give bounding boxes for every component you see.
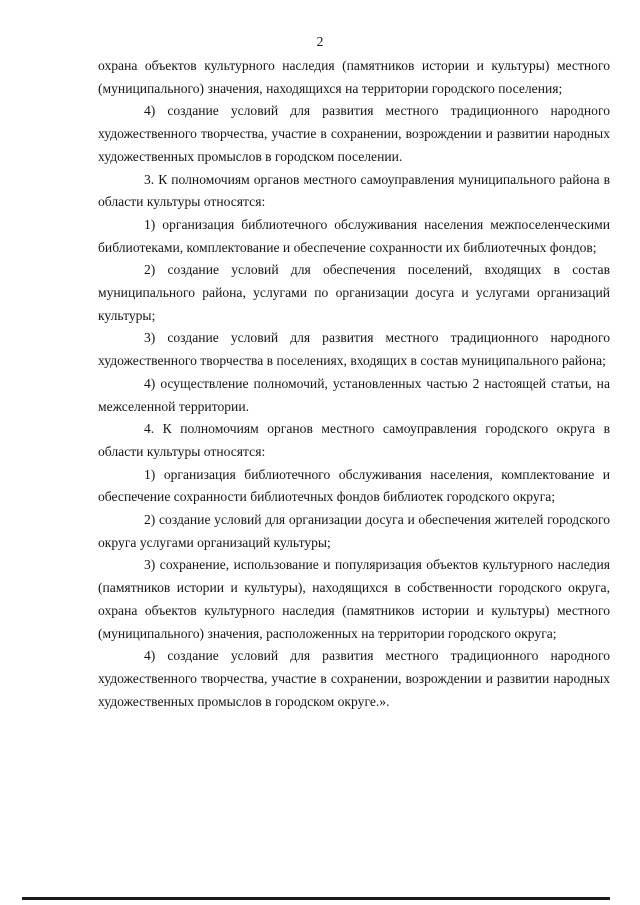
paragraph-item-okrug-1: 1) организация библиотечного обслуживания населения, комплектование и обеспечение сохранности библиотечных фондов библиотек городского округа;: [98, 466, 610, 505]
paragraph-item-okrug-2: 2) создание условий для организации досуга и обеспечения жителей городского округа услугами организаций культуры;: [98, 512, 610, 550]
paragraph-item-okrug-3: 3) сохранение, использование и популяризация объектов культурного наследия (памятников истории и культуры), находящихся в собственности городского округа, охрана объектов культурного наследия (памятников истории и культуры) местного (муниципального) значения, расположенных на территории городского округа;: [98, 557, 610, 641]
paragraph-item-district-2: 2) создание условий для обеспечения поселений, входящих в состав муниципального района, услугами по организации досуга и услугами организаций культуры;: [98, 262, 610, 323]
paragraph-section-4: 4. К полномочиям органов местного самоуправления городского округа в области культуры относятся:: [98, 421, 610, 459]
paragraph-section-3: 3. К полномочиям органов местного самоуправления муниципального района в области культуры относятся:: [98, 171, 610, 210]
paragraph-item-settlement-4: 4) создание условий для развития местного традиционного народного художественного творчества, участие в сохранении, возрождении и развитии народных художественных промыслов в городском поселении.: [98, 103, 610, 164]
page-number: 2: [316, 34, 324, 49]
paragraph-continuation: охрана объектов культурного наследия (памятников истории и культуры) местного (муниципального) значения, находящихся на территории городского поселения;: [98, 58, 610, 96]
paragraph-item-district-3: 3) создание условий для развития местного традиционного народного художественного творчества в поселениях, входящих в состав муниципального района;: [98, 330, 610, 369]
document-body: [98, 55, 610, 713]
paragraph-item-okrug-4: 4) создание условий для развития местного традиционного народного художественного творчества, участие в сохранении, возрождении и развитии народных художественных промыслов в городском округе.».: [98, 648, 610, 709]
paragraph-item-district-4: 4) осуществление полномочий, установленных частью 2 настоящей статьи, на межселенной территории.: [98, 375, 610, 414]
bottom-scan-edge: [22, 897, 610, 900]
paragraph-item-district-1: 1) организация библиотечного обслуживания населения межпоселенческими библиотеками, комплектование и обеспечение сохранности их библиотечных фондов;: [98, 216, 610, 255]
